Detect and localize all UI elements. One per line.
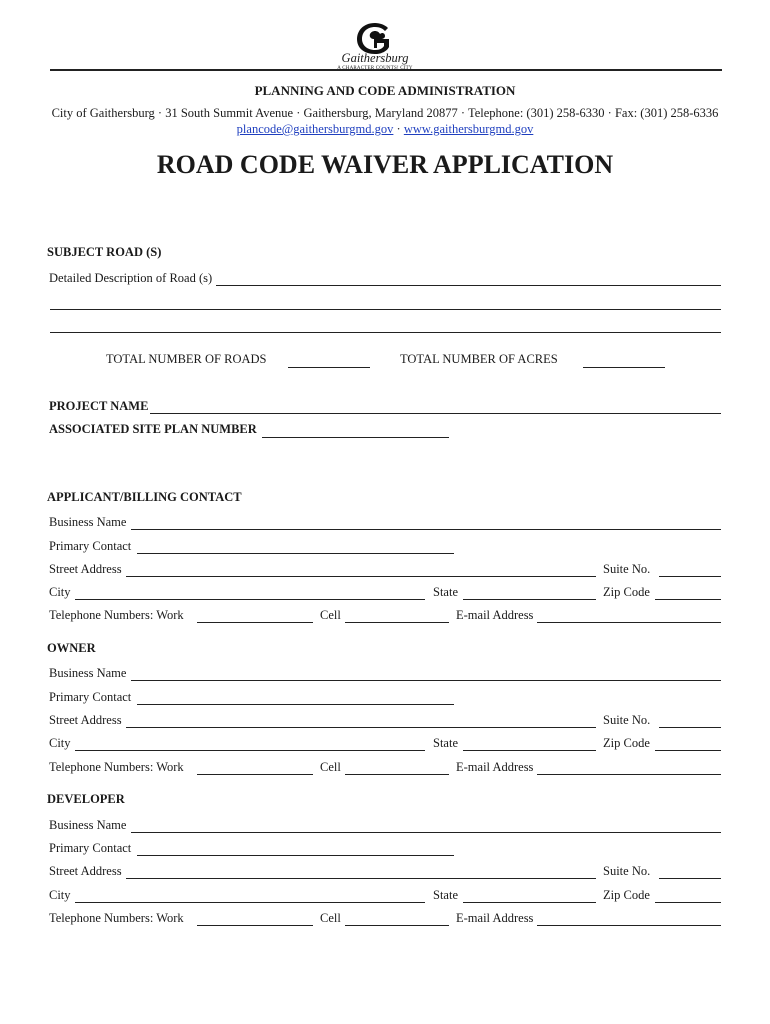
developer-city-field[interactable]: [75, 902, 425, 903]
applicant-heading: APPLICANT/BILLING CONTACT: [47, 490, 242, 504]
owner-city-label: City: [49, 736, 71, 750]
developer-primary-contact-label: Primary Contact: [49, 841, 132, 855]
owner-zip-field[interactable]: [655, 750, 721, 751]
applicant-street-address-label: Street Address: [49, 562, 122, 576]
applicant-city-field[interactable]: [75, 599, 425, 600]
owner-phone-work-label: Telephone Numbers: Work: [49, 760, 184, 774]
applicant-state-label: State: [433, 585, 458, 599]
owner-email-field[interactable]: [537, 774, 721, 775]
applicant-primary-contact-field[interactable]: [137, 553, 454, 554]
applicant-phone-work-label: Telephone Numbers: Work: [49, 608, 184, 622]
developer-state-field[interactable]: [463, 902, 596, 903]
developer-email-field[interactable]: [537, 925, 721, 926]
logo-wordmark: Gaithersburg: [341, 51, 409, 65]
total-roads-field[interactable]: [288, 367, 370, 368]
department-heading: PLANNING AND CODE ADMINISTRATION: [254, 83, 516, 98]
logo-tagline: A CHARACTER COUNTS! CITY: [337, 66, 413, 71]
owner-street-address-label: Street Address: [49, 713, 122, 727]
developer-phone-work-label: Telephone Numbers: Work: [49, 911, 184, 925]
owner-zip-label: Zip Code: [603, 736, 650, 750]
applicant-state-field[interactable]: [463, 599, 596, 600]
developer-city-label: City: [49, 888, 71, 902]
developer-zip-label: Zip Code: [603, 888, 650, 902]
link-separator: ·: [396, 122, 401, 136]
road-description-field-2[interactable]: [50, 309, 721, 310]
project-name-label: PROJECT NAME: [49, 399, 149, 413]
developer-street-address-label: Street Address: [49, 864, 122, 878]
applicant-city-label: City: [49, 585, 71, 599]
developer-suite-label: Suite No.: [603, 864, 651, 878]
total-roads-label: TOTAL NUMBER OF ROADS: [106, 352, 267, 366]
developer-heading: DEVELOPER: [47, 792, 125, 806]
applicant-street-address-field[interactable]: [126, 576, 596, 577]
site-plan-label: ASSOCIATED SITE PLAN NUMBER: [49, 422, 257, 436]
developer-business-name-label: Business Name: [49, 818, 127, 832]
developer-cell-field[interactable]: [345, 925, 449, 926]
developer-primary-contact-field[interactable]: [137, 855, 454, 856]
owner-state-field[interactable]: [463, 750, 596, 751]
road-description-label: Detailed Description of Road (s): [49, 271, 213, 285]
project-name-field[interactable]: [150, 413, 721, 414]
road-description-field-1[interactable]: [216, 285, 721, 286]
total-acres-field[interactable]: [583, 367, 665, 368]
developer-street-address-field[interactable]: [126, 878, 596, 879]
page-title: ROAD CODE WAIVER APPLICATION: [156, 150, 614, 179]
applicant-business-name-label: Business Name: [49, 515, 127, 529]
developer-suite-field[interactable]: [659, 878, 721, 879]
applicant-phone-work-field[interactable]: [197, 622, 313, 623]
road-description-field-3[interactable]: [50, 332, 721, 333]
owner-business-name-label: Business Name: [49, 666, 127, 680]
owner-email-label: E-mail Address: [456, 760, 534, 774]
applicant-cell-field[interactable]: [345, 622, 449, 623]
applicant-suite-label: Suite No.: [603, 562, 651, 576]
header-rule: [50, 69, 722, 71]
developer-cell-label: Cell: [320, 911, 341, 925]
email-link[interactable]: plancode@gaithersburgmd.gov: [236, 122, 394, 136]
applicant-zip-field[interactable]: [655, 599, 721, 600]
applicant-email-label: E-mail Address: [456, 608, 534, 622]
owner-cell-field[interactable]: [345, 774, 449, 775]
city-logo: [330, 20, 420, 76]
owner-phone-work-field[interactable]: [197, 774, 313, 775]
owner-primary-contact-label: Primary Contact: [49, 690, 132, 704]
owner-heading: OWNER: [47, 641, 96, 655]
owner-cell-label: Cell: [320, 760, 341, 774]
owner-suite-field[interactable]: [659, 727, 721, 728]
owner-business-name-field[interactable]: [131, 680, 721, 681]
owner-primary-contact-field[interactable]: [137, 704, 454, 705]
website-link[interactable]: www.gaithersburgmd.gov: [403, 122, 534, 136]
contact-links: [0, 122, 770, 136]
owner-city-field[interactable]: [75, 750, 425, 751]
applicant-zip-label: Zip Code: [603, 585, 650, 599]
owner-state-label: State: [433, 736, 458, 750]
site-plan-field[interactable]: [262, 437, 449, 438]
developer-email-label: E-mail Address: [456, 911, 534, 925]
applicant-suite-field[interactable]: [659, 576, 721, 577]
owner-street-address-field[interactable]: [126, 727, 596, 728]
subject-road-heading: SUBJECT ROAD (S): [47, 245, 162, 259]
total-acres-label: TOTAL NUMBER OF ACRES: [400, 352, 558, 366]
applicant-business-name-field[interactable]: [131, 529, 721, 530]
applicant-cell-label: Cell: [320, 608, 341, 622]
developer-phone-work-field[interactable]: [197, 925, 313, 926]
developer-state-label: State: [433, 888, 458, 902]
applicant-email-field[interactable]: [537, 622, 721, 623]
applicant-primary-contact-label: Primary Contact: [49, 539, 132, 553]
address-line: City of Gaithersburg · 31 South Summit Avenue · Gaithersburg, Maryland 20877 · Telephone: (301) 258-6330 · Fax: (301) 258-6336: [51, 106, 719, 120]
developer-business-name-field[interactable]: [131, 832, 721, 833]
developer-zip-field[interactable]: [655, 902, 721, 903]
owner-suite-label: Suite No.: [603, 713, 651, 727]
